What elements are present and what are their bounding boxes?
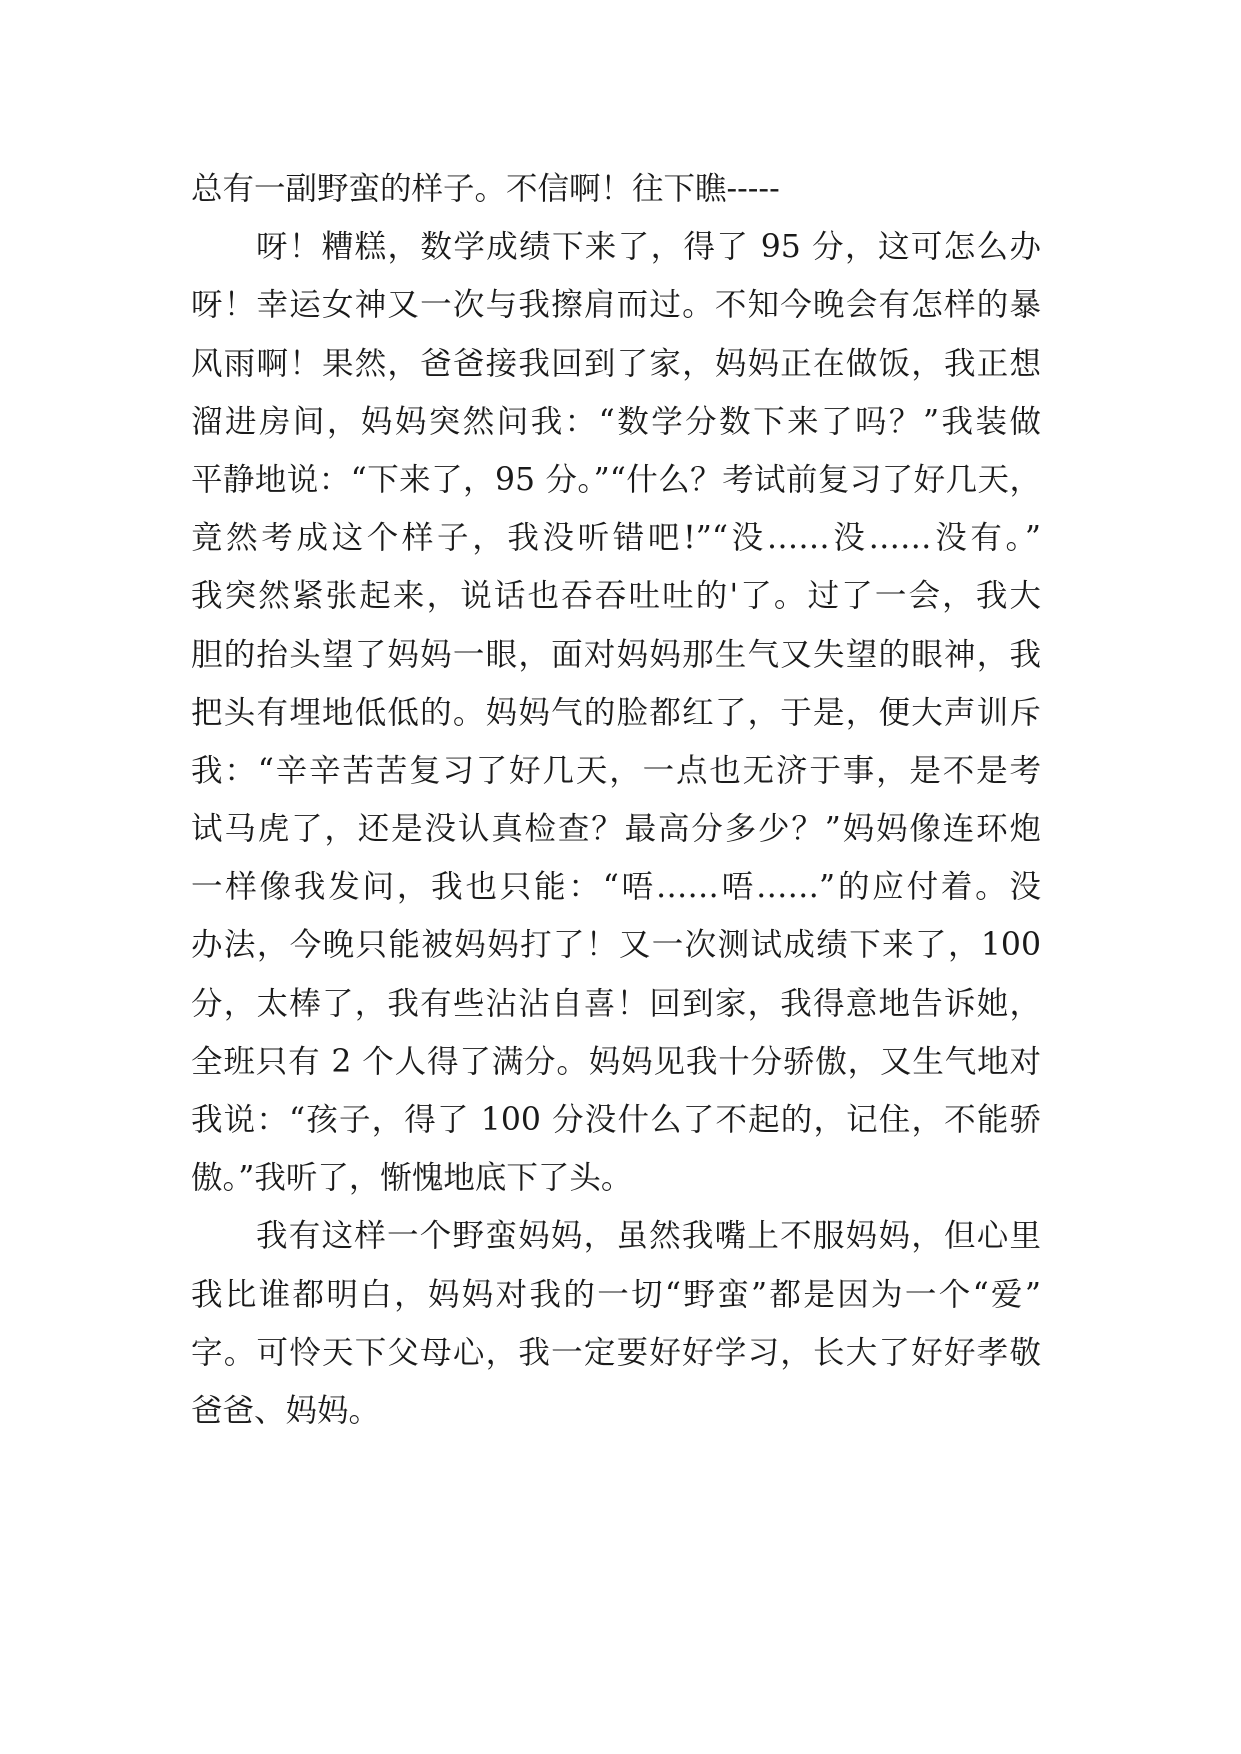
- text-line: 呀！幸运女神又一次与我擦肩而过。不知今晚会有怎样的暴: [191, 287, 1041, 324]
- paragraph-start-line: 呀！糟糕，数学成绩下来了，得了 95 分，这可怎么办: [256, 229, 1041, 266]
- text-line: 风雨啊！果然，爸爸接我回到了家，妈妈正在做饭，我正想: [191, 345, 1041, 382]
- text-line: 总有一副野蛮的样子。不信啊！往下瞧-----: [191, 171, 780, 207]
- text-line: 竟然考成这个样子，我没听错吧!”“没……没……没有。”: [191, 520, 1041, 557]
- text-line: 傲。”我听了，惭愧地底下了头。: [191, 1160, 633, 1197]
- text-line: 我：“辛辛苦苦复习了好几天，一点也无济于事，是不是考: [191, 752, 1041, 789]
- text-line: 我突然紧张起来，说话也吞吞吐吐的'了。过了一会，我大: [191, 578, 1041, 615]
- text-line: 溜进房间，妈妈突然问我：“数学分数下来了吗？”我装做: [191, 403, 1041, 440]
- text-line: 字。可怜天下父母心，我一定要好好学习，长大了好好孝敬: [191, 1334, 1041, 1371]
- text-line: 平静地说：“下来了，95 分。”“什么？考试前复习了好几天，: [191, 461, 1041, 498]
- text-line: 我说：“孩子，得了 100 分没什么了不起的，记住，不能骄: [191, 1102, 1041, 1138]
- text-line: 把头有埋地低低的。妈妈气的脸都红了，于是，便大声训斥: [191, 694, 1041, 731]
- text-line: 试马虎了，还是没认真检查？最高分多少？”妈妈像连环炮: [191, 811, 1041, 848]
- text-line: 分，太棒了，我有些沾沾自喜！回到家，我得意地告诉她，: [191, 985, 1041, 1022]
- text-line: 我比谁都明白，妈妈对我的一切“野蛮”都是因为一个“爱”: [191, 1276, 1041, 1313]
- text-line: 全班只有 2 个人得了满分。妈妈见我十分骄傲，又生气地对: [191, 1043, 1041, 1080]
- text-line: 爸爸、妈妈。: [191, 1392, 381, 1429]
- text-line: 胆的抬头望了妈妈一眼，面对妈妈那生气又失望的眼神，我: [191, 636, 1041, 673]
- text-line: 办法，今晚只能被妈妈打了！又一次测试成绩下来了，100: [191, 927, 1041, 964]
- essay-body: [191, 160, 1041, 1440]
- text-line: 一样像我发问，我也只能：“唔……唔……”的应付着。没: [191, 869, 1041, 906]
- paragraph-start-line: 我有这样一个野蛮妈妈，虽然我嘴上不服妈妈，但心里: [256, 1218, 1041, 1255]
